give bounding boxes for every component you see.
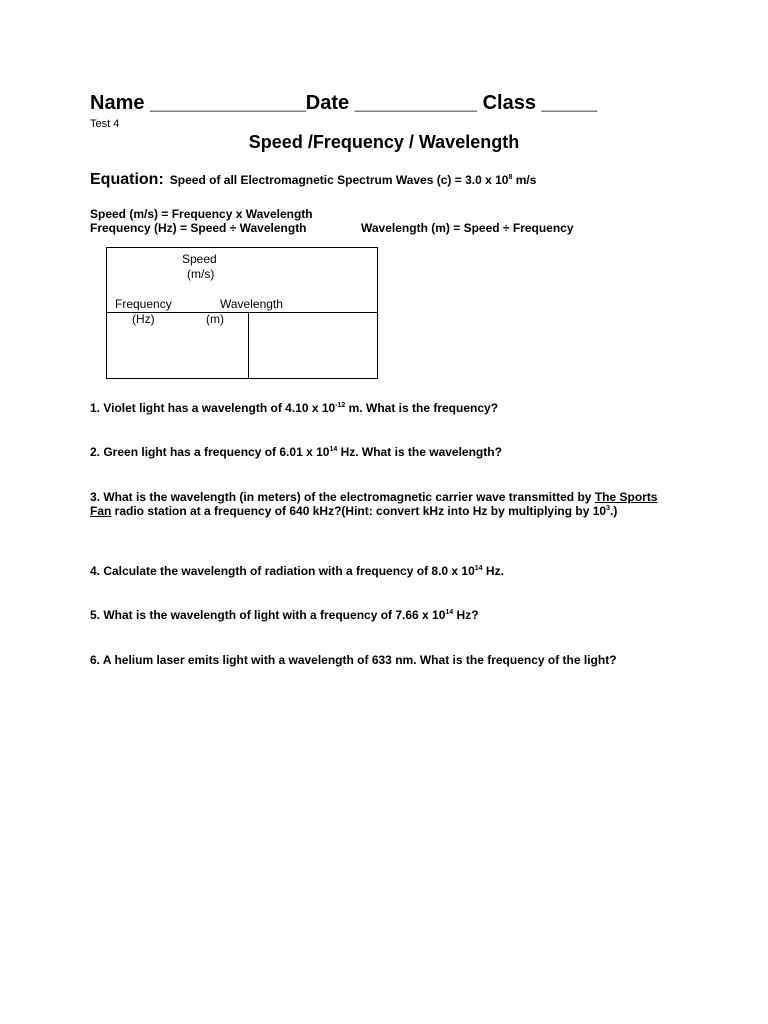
test-label: Test 4 [90, 118, 120, 130]
equation-text: Speed of all Electromagnetic Spectrum Waves (c) = 3.0 x $10^8$ m/s [169, 173, 537, 187]
speed-formula: Speed (m/s) = Frequency x Wavelength [90, 207, 313, 221]
equation-line [90, 171, 536, 189]
question-2: 2. Green light has a frequency of 6.01 x $10^{14}$ Hz. What is the wavelength? [90, 445, 502, 459]
question-6: 6. A helium laser emits light with a wavelength of 633 nm. What is the frequency of the light? [90, 653, 617, 667]
question-4: 4. Calculate the wavelength of radiation with a frequency of 8.0 x $10^{14}$ Hz. [90, 564, 504, 578]
question-3: 3. What is the wavelength (in meters) of the electromagnetic carrier wave transmitted by The Sports Fan radio station at a frequency of 640 kHz?(Hint: convert kHz into Hz by multiplying by $10^3$.) [90, 490, 658, 518]
question-5: 5. What is the wavelength of light with a frequency of 7.66 x $10^{14}$ Hz? [90, 608, 479, 622]
triangle-frequency-unit: (Hz) [132, 312, 155, 326]
triangle-wavelength-label: Wavelength [220, 297, 283, 311]
question-1: 1. Violet light has a wavelength of 4.10 x $10^{-12}$ m. What is the frequency? [90, 401, 499, 415]
triangle-frequency-label: Frequency [115, 297, 172, 311]
equation-exponent: 8 [508, 174, 513, 181]
radio-station-name: The Sports Fan [90, 490, 658, 518]
page-title: Speed /Frequency / Wavelength [248, 132, 520, 152]
formula-triangle-box [106, 247, 378, 379]
frequency-formula: Frequency (Hz) = Speed ÷ Wavelength [90, 221, 307, 235]
triangle-speed-unit: (m/s) [187, 267, 215, 281]
triangle-wavelength-unit: (m) [206, 312, 224, 326]
triangle-vertical-divider [248, 312, 249, 378]
wavelength-formula: Wavelength (m) = Speed ÷ Frequency [361, 221, 574, 235]
equation-label: Equation: [90, 171, 164, 188]
name-date-class-line: Name ______________Date ___________ Class _____ [90, 92, 598, 114]
triangle-speed-label: Speed [182, 252, 217, 266]
